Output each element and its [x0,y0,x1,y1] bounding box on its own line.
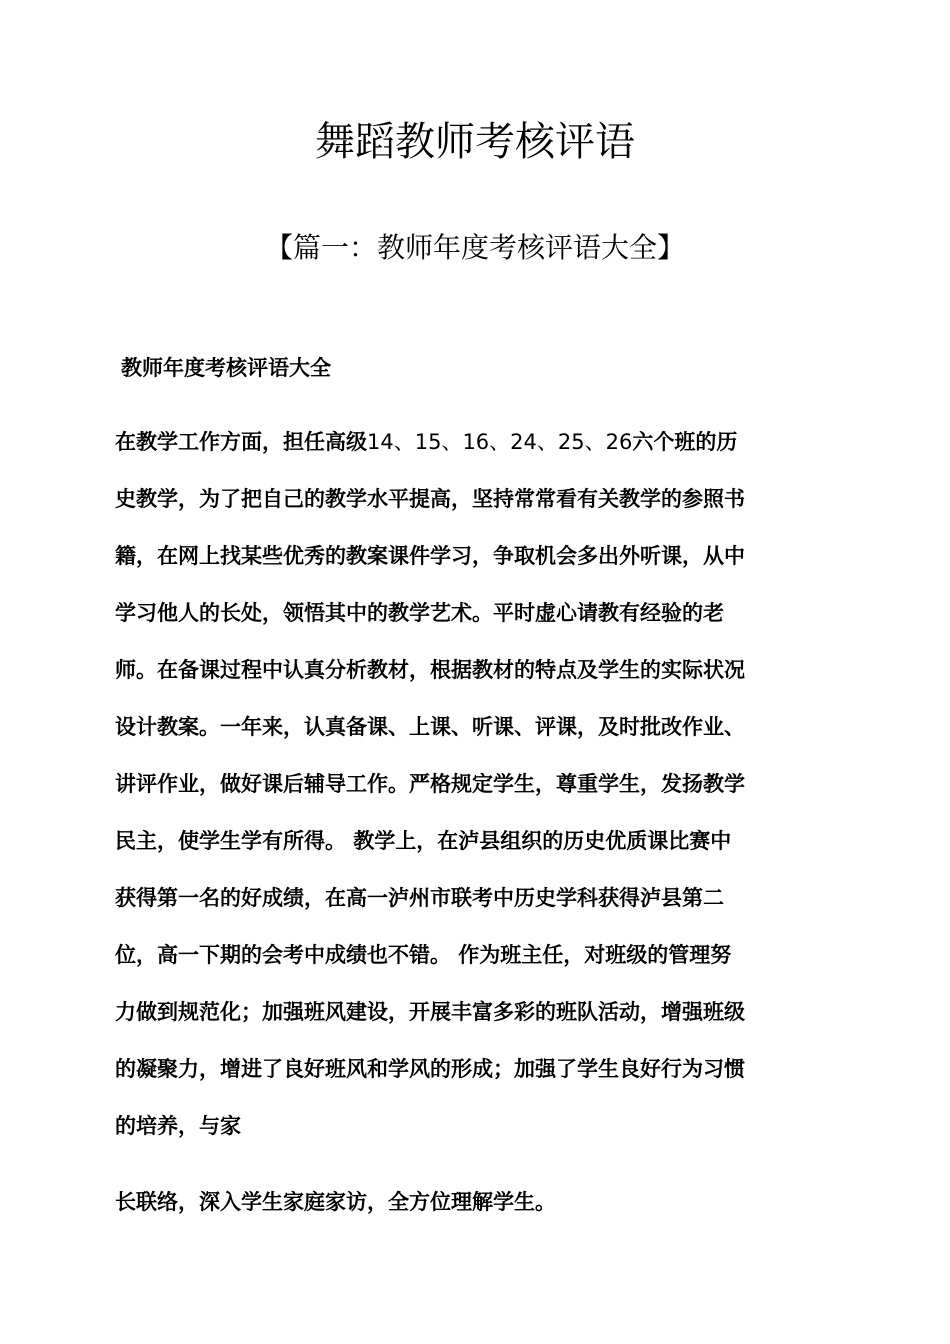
paragraph-line: 设计教案。一年来，认真备课、上课、听课、评课，及时批改作业、 [115,715,745,739]
class-numbers: 14、15、16、24、25、26 [367,430,633,454]
paragraph-line: 的凝聚力，增进了良好班风和学风的形成；加强了学生良好行为习惯 [115,1057,745,1081]
line-text: 六个班的历 [632,430,738,454]
section-heading: 教师年度考核评语大全 [121,356,331,380]
paragraph-line: 获得第一名的好成绩，在高一泸州市联考中历史学科获得泸县第二 [115,886,724,910]
document-subtitle: 【篇一：教师年度考核评语大全】 [264,231,685,264]
paragraph-line: 籍，在网上找某些优秀的教案课件学习，争取机会多出外听课，从中 [115,544,745,568]
closing-line: 长联络，深入学生家庭家访，全方位理解学生。 [115,1190,556,1214]
paragraph-line: 师。在备课过程中认真分析教材，根据教材的特点及学生的实际状况 [115,658,745,682]
paragraph-line: 力做到规范化；加强班风建设，开展丰富多彩的班队活动，增强班级 [115,1000,745,1024]
document-title: 舞蹈教师考核评语 [315,119,635,165]
paragraph-line: 史教学，为了把自己的教学水平提高，坚持常常看有关教学的参照书 [115,487,745,511]
paragraph-line: 民主，使学生学有所得。 教学上，在泸县组织的历史优质课比赛中 [115,829,732,853]
paragraph-line: 的培养，与家 [115,1114,241,1138]
paragraph-line: 位，高一下期的会考中成绩也不错。 作为班主任，对班级的管理努 [115,943,732,967]
paragraph-line: 讲评作业，做好课后辅导工作。严格规定学生，尊重学生，发扬教学 [115,772,745,796]
paragraph-line [115,420,840,477]
paragraph-line: 学习他人的长处，领悟其中的教学艺术。平时虚心请教有经验的老 [115,601,724,625]
line-text: 在教学工作方面，担任高级 [115,430,367,454]
body-paragraph [115,420,840,1161]
